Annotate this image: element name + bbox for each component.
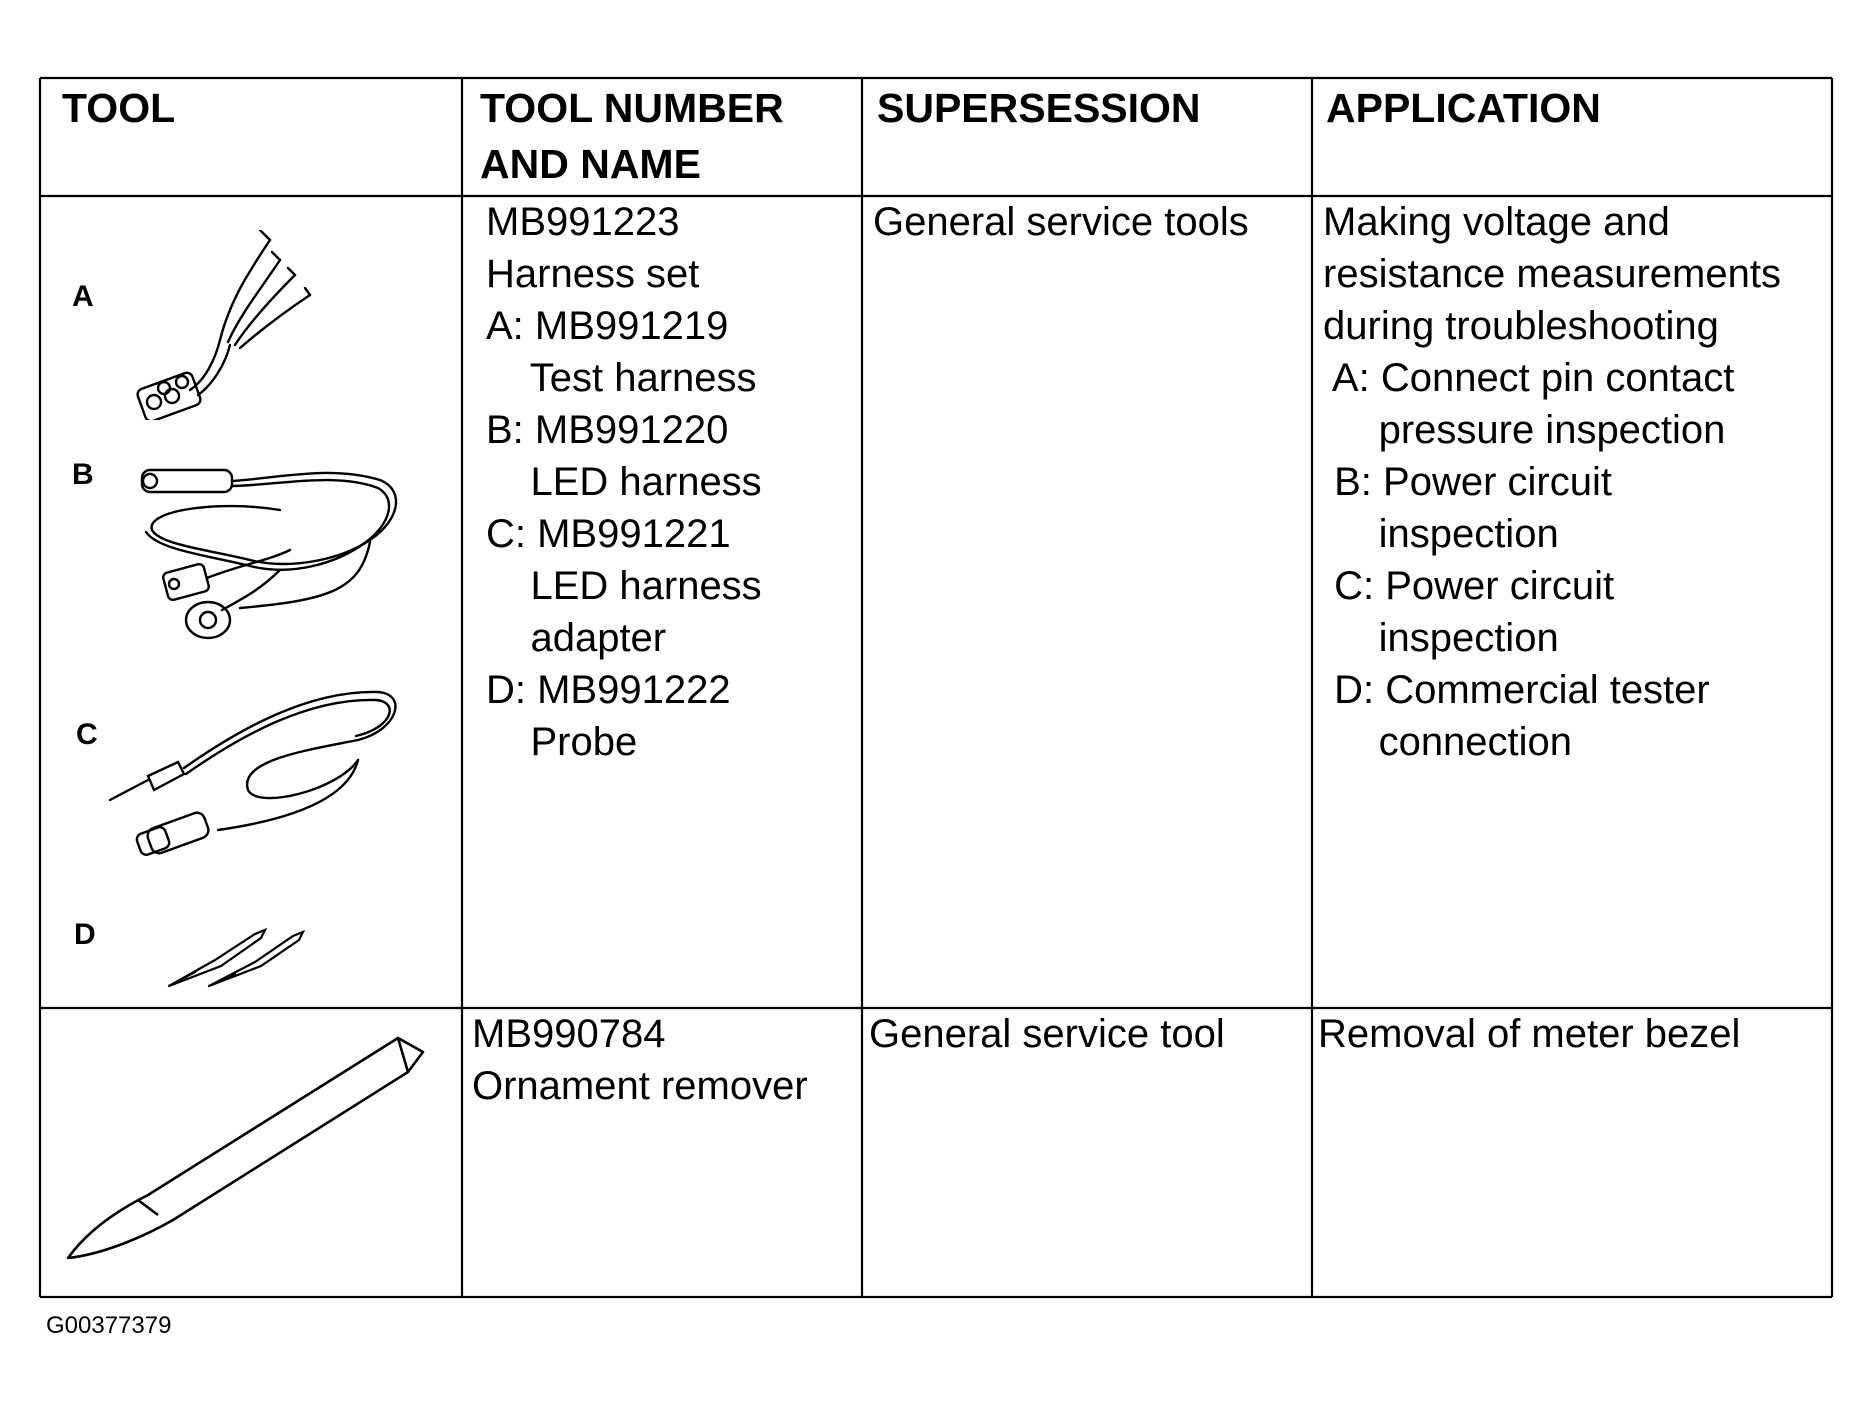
test-harness-icon (120, 230, 330, 420)
supersession: General service tools (873, 200, 1249, 244)
application: Making voltage and resistance measurements during troubleshooting A: Connect pin contact pressure inspection B: Power circuit inspection C: Power circuit inspection D: Commercial tester connection (1323, 200, 1781, 764)
tool-label-b: B (72, 458, 94, 491)
tool-number-and-name: MB990784 Ornament remover (472, 1012, 808, 1108)
application: Removal of meter bezel (1318, 1012, 1741, 1056)
tool-label-c: C (76, 718, 98, 751)
header-tool: TOOL (62, 85, 176, 131)
header-supersession: SUPERSESSION (877, 85, 1201, 131)
probe-icon (165, 920, 315, 990)
tool-label-a: A (72, 280, 94, 313)
header-application: APPLICATION (1326, 85, 1601, 131)
ornament-remover-icon (58, 1030, 438, 1270)
led-harness-adapter-icon (108, 680, 408, 880)
figure-code: G00377379 (46, 1312, 172, 1339)
tool-label-d: D (74, 918, 96, 951)
tool-number-and-name: MB991223 Harness set A: MB991219 Test harness B: MB991220 LED harness C: MB991221 LED harness adapter D: MB991222 Probe (486, 200, 762, 764)
header-tool-number-and-name: TOOL NUMBER AND NAME (480, 85, 784, 187)
led-harness-icon (130, 450, 410, 650)
supersession: General service tool (869, 1012, 1225, 1056)
